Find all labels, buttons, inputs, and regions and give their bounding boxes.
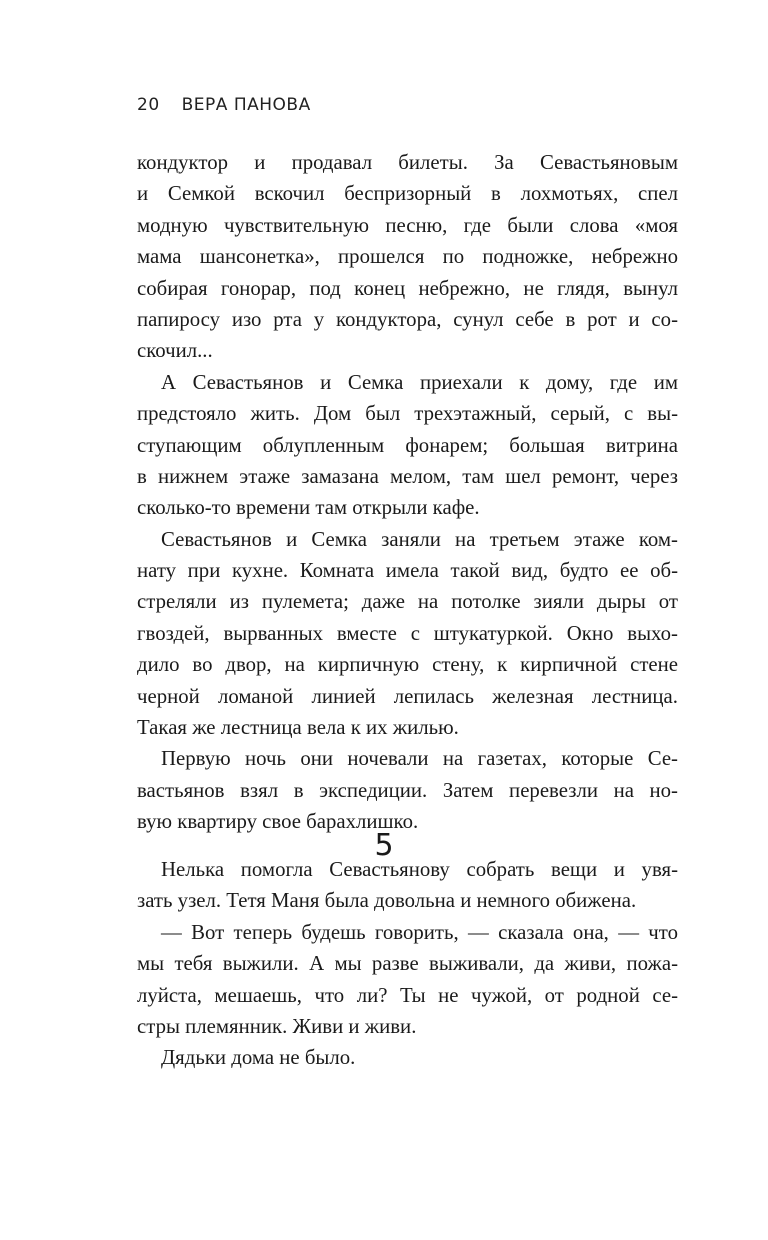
text-line: дило во двор, на кирпичную стену, к кирпичной стене <box>137 653 678 677</box>
author-name: ВЕРА ПАНОВА <box>181 95 311 115</box>
text-line: ступающим облупленным фонарем; большая витрина <box>137 433 678 457</box>
text-line: скочил... <box>137 339 213 363</box>
paragraph-start-line: А Севастьянов и Семка приехали к дому, где им <box>161 370 678 394</box>
text-line: вую квартиру свое барахлишко. <box>137 810 419 834</box>
text-line: собирая гонорар, под конец небрежно, не глядя, вынул <box>137 276 678 300</box>
text-line: стры племянник. Живи и живи. <box>137 1014 417 1038</box>
paragraph-start-line: Дядьки дома не было. <box>161 1046 356 1070</box>
text-line: кондуктор и продавал билеты. За Севастьяновым <box>137 151 678 174</box>
text-line: предстояло жить. Дом был трехэтажный, серый, с вы- <box>137 402 678 426</box>
text-line: мы тебя выжили. А мы разве выживали, да живи, пожа- <box>137 952 678 976</box>
text-line: нату при кухне. Комната имела такой вид, будто ее об- <box>137 559 678 583</box>
chapter-number: 5 <box>374 828 394 863</box>
paragraph-start-line: — Вот теперь будешь говорить, — сказала она, — что <box>161 920 678 944</box>
text-line: в нижнем этаже замазана мелом, там шел ремонт, через <box>137 464 678 488</box>
text-line: черной ломаной линией лепилась железная лестница. <box>137 684 678 708</box>
text-line: гвоздей, вырванных вместе с штукатуркой. Окно выхо- <box>137 621 678 645</box>
body-text-before-chapter <box>137 147 678 838</box>
text-line: сколько-то времени там открыли кафе. <box>137 496 480 520</box>
page-number: 20 <box>137 95 160 115</box>
paragraph-start-line: Первую ночь они ночевали на газетах, которые Се- <box>161 747 678 771</box>
text-line: и Семкой вскочил беспризорный в лохмотьях, спел <box>137 182 678 206</box>
text-line: модную чувствительную песню, где были слова «моя <box>137 213 678 237</box>
body-text-after-chapter <box>137 854 678 1074</box>
running-header <box>137 95 311 115</box>
text-line: Такая же лестница вела к их жилью. <box>137 716 459 740</box>
text-line: вастьянов взял в экспедиции. Затем перевезли на но- <box>137 778 678 802</box>
text-line: зать узел. Тетя Маня была довольна и немного обижена. <box>137 889 637 913</box>
text-line: папиросу изо рта у кондуктора, сунул себе в рот и со- <box>137 307 678 331</box>
text-line: луйста, мешаешь, что ли? Ты не чужой, от родной се- <box>137 983 678 1007</box>
text-line: мама шансонетка», прошелся по подножке, небрежно <box>137 245 678 269</box>
text-line: стреляли из пулемета; даже на потолке зияли дыры от <box>137 590 678 614</box>
paragraph-start-line: Севастьянов и Семка заняли на третьем этаже ком- <box>161 527 678 551</box>
paragraph-start-line: Нелька помогла Севастьянову собрать вещи и увя- <box>161 858 678 881</box>
